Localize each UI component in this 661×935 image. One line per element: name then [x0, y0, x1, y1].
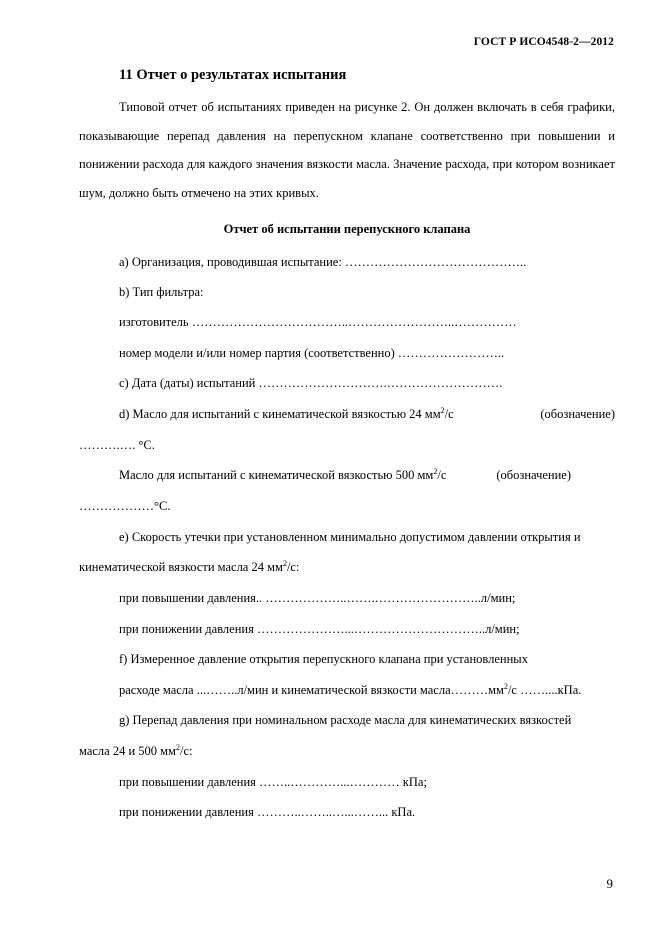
item-e-text: e) Скорость утечки при установленном минимально допустимом давлении открытия и [119, 530, 581, 544]
item-d2-cont: ………………°С. [79, 499, 171, 513]
item-d-cont: ……….…. °С. [79, 438, 155, 452]
item-f: f) Измеренное давление открытия перепускного клапана при установленных [119, 652, 528, 666]
item-e [119, 530, 615, 545]
item-c: c) Дата (даты) испытаний ………………………….………………………. [119, 376, 503, 390]
page-number: 9 [606, 876, 613, 891]
section-title: 11 Отчет о результатах испытания [119, 67, 347, 83]
standard-header: ГОСТ Р ИСО4548-2—2012 [473, 36, 614, 48]
item-a: a) Организация, проводившая испытание: …………………………………….. [119, 255, 527, 269]
item-e-decrease: при понижении давления …………………...…………………………..л/мин; [119, 622, 520, 636]
item-g [119, 713, 615, 728]
item-d-note: (обозначение) [540, 407, 615, 421]
item-model: номер модели и/или номер партия (соответственно) …………………….. [119, 346, 505, 360]
item-b: b) Тип фильтра: [119, 285, 204, 299]
item-g-cont: масла 24 и 500 $мм^2/с$: [79, 743, 193, 758]
item-f-cont: расходе масла ...……..л/мин и кинематической вязкости $масла\dots\dots\dots мм^2/с$ ……....кПа. [119, 682, 582, 697]
item-g-text: g) Перепад давления при номинальном расходе масла для кинематических вязкостей [119, 713, 572, 727]
item-manufacturer: изготовитель ………………………………..……………………..…………… [119, 315, 517, 329]
report-title: Отчет об испытании перепускного клапана [223, 222, 471, 236]
item-d-text: d) Масло для испытаний с кинематической вязкостью 24 $мм^2/с$ [119, 406, 454, 421]
item-d2: Масло для испытаний с кинематической вязкостью 500 $мм^2/с$ (обозначение) [119, 467, 571, 482]
item-g-increase: при повышении давления ……..…………...………… кПа; [119, 775, 427, 789]
item-g-decrease: при понижении давления ………..……..…...……... кПа. [119, 805, 416, 819]
item-e-cont: кинематической вязкости масла 24 $мм^2/с$: [79, 559, 300, 574]
item-d [119, 407, 615, 422]
item-d2-note: (обозначение) [496, 468, 571, 482]
intro-paragraph [79, 93, 615, 207]
item-e-increase: при повышении давления.. ………………..…….……………………..л/мин; [119, 591, 516, 605]
intro-text: Типовой отчет об испытаниях приведен на рисунке 2. Он должен включать в себя графики, показывающие перепад давления на перепускном клапане соответственно при повышении и понижении расхода для каждого значения вязкости масла. Значение расхода, при котором возникает шум, должно быть отмечено на этих кривых. [79, 100, 615, 200]
